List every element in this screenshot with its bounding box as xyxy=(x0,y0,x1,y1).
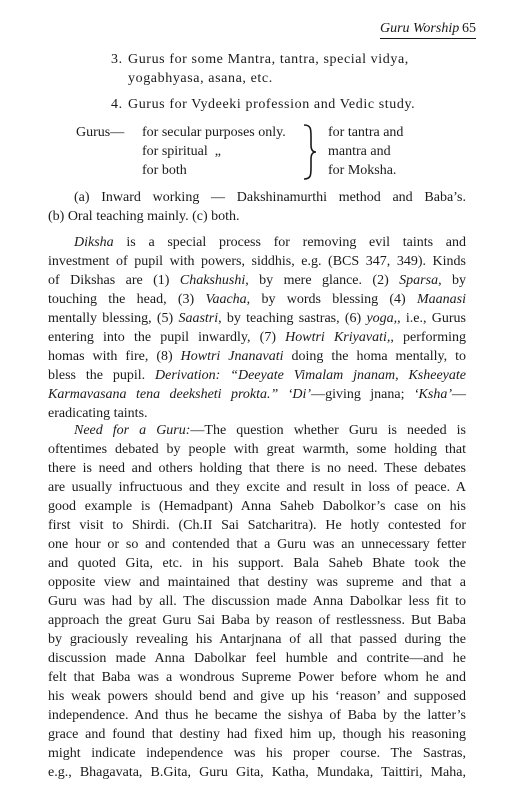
paragraph-line: Need for a Guru:—The question whether Guru is needed is xyxy=(74,423,466,438)
term: Derivation xyxy=(155,368,216,383)
paragraph-line: and quoted Gita, etc. in his support. Bala Saheb Bhate took the xyxy=(48,556,466,571)
gurus-left-column xyxy=(142,123,286,180)
paragraph-line: Diksha is a special process for removing evil taints and xyxy=(74,235,466,250)
paragraph-line: (a) Inward working — Dakshinamurthi method and Baba’s. xyxy=(74,190,466,205)
list-number: 3. xyxy=(111,52,123,67)
list-item xyxy=(111,95,481,114)
paragraph-need-for-guru xyxy=(48,421,466,782)
paragraph-line: opposite view and maintained that destiny was supreme and that a xyxy=(48,575,466,590)
gurus-right-row: for Moksha. xyxy=(328,163,397,178)
paragraph-line: approach the great Guru Sai Baba by reason of restlessness. But Baba xyxy=(48,613,466,628)
term: yoga, xyxy=(366,311,398,326)
list-item xyxy=(111,50,481,88)
gurus-left-row: for secular purposes only. xyxy=(142,125,286,140)
term: Howtri Jnanavati xyxy=(180,349,284,364)
paragraph-line: there is need and others holding that there is no need. These debates xyxy=(48,461,466,476)
paragraph-line: (b) Oral teaching mainly. (c) both. xyxy=(48,209,240,224)
paragraph-line: e.g., Bhagavata, B.Gita, Guru Gita, Katha, Mundaka, Taittiri, Maha, xyxy=(48,765,466,780)
paragraph-line: independence. And thus he became the sishya of Baba by the latter’s xyxy=(48,708,466,723)
list-text-line: Gurus for Vydeeki profession and Vedic study. xyxy=(128,97,416,112)
paragraph-line: investment of pupil with powers, siddhis, e.g. (BCS 347, 349). Kinds xyxy=(48,254,466,269)
gurus-right-row: for tantra and xyxy=(328,125,404,140)
paragraph-line: oftentimes debated by people with great warmth, some holding that xyxy=(48,442,466,457)
paragraph-line: homas with fire, (8) Howtri Jnanavati doing the homa mentally, to xyxy=(48,349,466,364)
paragraph-inward-working xyxy=(48,188,466,226)
list-text-line: Gurus for some Mantra, tantra, special vidya, xyxy=(128,52,409,67)
paragraph-line: of Dikshas are (1) Chakshushi, by mere glance. (2) Sparsa, by xyxy=(48,273,466,288)
gurus-left-row: for spiritual „ xyxy=(142,144,221,159)
paragraph-line: one hour or so and contended that a Guru was an unnecessary fetter xyxy=(48,537,466,552)
term: Diksha xyxy=(74,235,114,250)
term: Saastri xyxy=(178,311,219,326)
right-brace-icon xyxy=(302,123,318,181)
paragraph-line: might indicate independence was his proper course. The Sastras, xyxy=(48,746,466,761)
paragraph-line: mentally blessing, (5) Saastri, by teaching sastras, (6) yoga,, i.e., Gurus xyxy=(48,311,466,326)
running-header xyxy=(380,21,476,39)
gurus-left-row: for both xyxy=(142,163,187,178)
gurus-right-row: mantra and xyxy=(328,144,391,159)
gurus-lead: Gurus— xyxy=(76,125,125,140)
paragraph-line: entering into the pupil inwardly, (7) Howtri Kriyavati,, performing xyxy=(48,330,466,345)
paragraph-line: discussion made Anna Dabolkar feel humble and contrite—and he xyxy=(48,651,466,666)
header-title: Guru Worship xyxy=(380,21,460,36)
paragraph-line: touching the head, (3) Vaacha, by words blessing (4) Maanasi xyxy=(48,292,466,307)
list-number: 4. xyxy=(111,97,123,112)
paragraph-line: Karmavasana tena deeksheti prokta.” ‘Di’—giving jnana; ‘Ksha’— xyxy=(48,387,466,402)
paragraph-line: bless the pupil. Derivation: “Deeyate Vimalam jnanam, Ksheeyate xyxy=(48,368,466,383)
section-heading: Need for a Guru: xyxy=(74,423,191,438)
term: Howtri Kriyavati, xyxy=(285,330,391,345)
term: Chakshushi xyxy=(179,273,246,288)
paragraph-line: first visit to Shirdi. (Ch.II Sai Satcharitra). He hotly contested for xyxy=(48,518,466,533)
term: Vaacha xyxy=(205,292,247,307)
paragraph-diksha xyxy=(48,233,466,423)
paragraph-line: eradicating taints. xyxy=(48,406,148,421)
page-number: 65 xyxy=(462,21,476,36)
list-text-line: yogabhyasa, asana, etc. xyxy=(128,71,273,86)
paragraph-line: his weak powers should bend and give up his ‘reason’ and supposed xyxy=(48,689,466,704)
paragraph-line: Guru was had by all. The discussion made Anna Dabolkar less fit to xyxy=(48,594,466,609)
paragraph-line: grace and found that destiny had fixed him up, though his reasoning xyxy=(48,727,466,742)
paragraph-line: felt that Baba was a wondrous Supreme Power before whom he and xyxy=(48,670,466,685)
term: Sparsa xyxy=(399,273,439,288)
gurus-right-column xyxy=(328,123,403,180)
paragraph-line: good example is (Hemadpant) Anna Saheb Dabolkor’s case on his xyxy=(48,499,466,514)
paragraph-line: are usually infructuous and they excite and result in loss of peace. A xyxy=(48,480,466,495)
paragraph-line: by graciously revealing his Antarjnana of all that passed during the xyxy=(48,632,466,647)
term: Maanasi xyxy=(417,292,466,307)
